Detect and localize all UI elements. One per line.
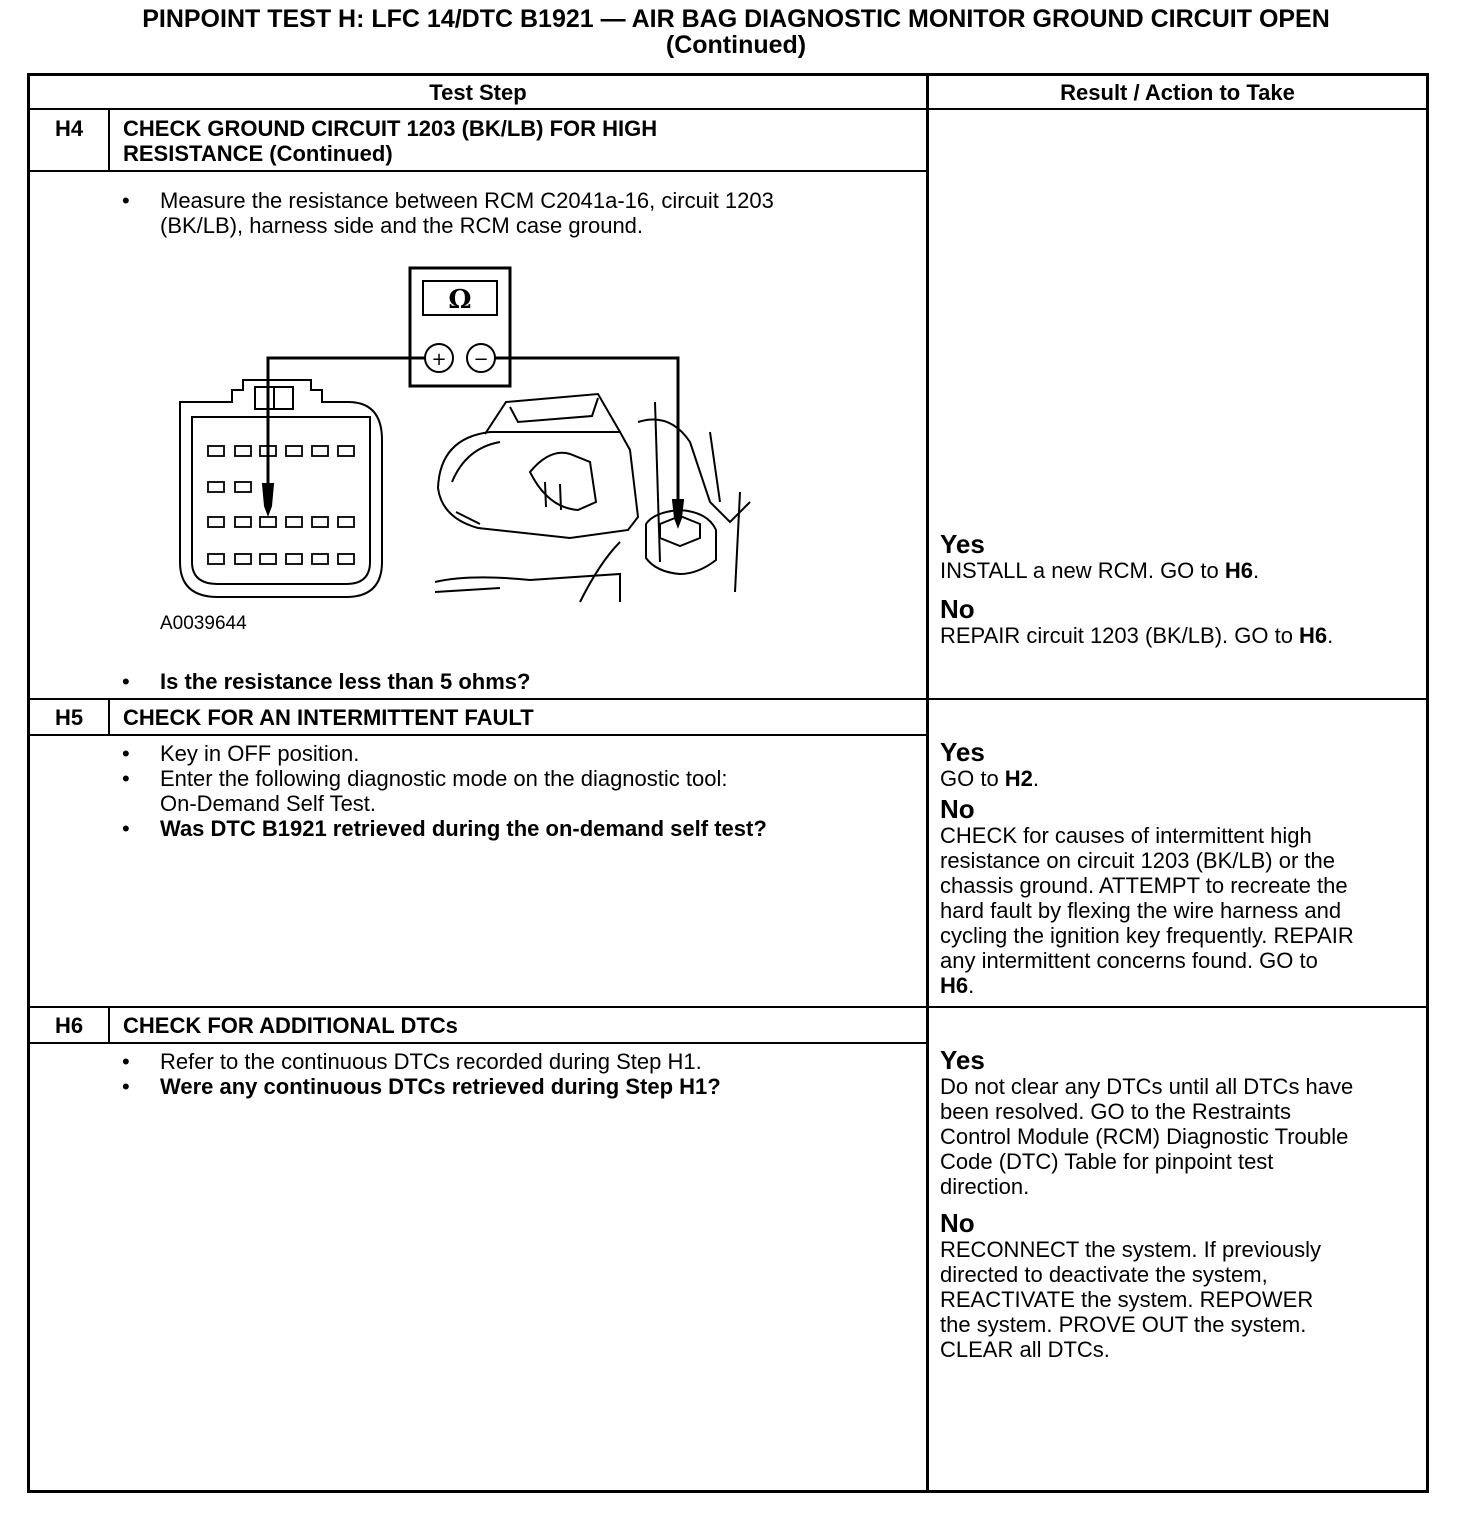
result-yes-label: Yes [940,737,985,767]
page-title-line1: PINPOINT TEST H: LFC 14/DTC B1921 — AIR BAG DIAGNOSTIC MONITOR GROUND CIRCUIT OPEN [142,5,1330,33]
h4-instruction: Measure the resistance between RCM C2041a-16, circuit 1203 (BK/LB), harness side and the RCM case ground. [160,188,774,238]
h6-question: Were any continuous DTCs retrieved during Step H1? [160,1074,721,1099]
bullet-icon: • [122,741,130,766]
minus-terminal-label: − [473,349,489,370]
h5-question: Was DTC B1921 retrieved during the on-demand self test? [160,816,767,841]
result-yes-text: INSTALL a new RCM. GO to H6. [940,558,1260,583]
rcm-ground-measurement-diagram [150,262,770,612]
result-no-label: No [940,594,975,624]
result-yes-text: Do not clear any DTCs until all DTCs have been resolved. GO to the Restraints Control Module (RCM) Diagnostic Trouble Code (DTC) Table for pinpoint test direction. [940,1074,1354,1199]
h5-instruction-1: Key in OFF position. [160,741,360,766]
h5-instruction-2: Enter the following diagnostic mode on the diagnostic tool: On-Demand Self Test. [160,766,728,816]
result-h4 [940,530,1333,648]
step-id-h6: H6 [54,1013,84,1038]
step-id-h4: H4 [54,116,84,141]
step-title-h5: CHECK FOR AN INTERMITTENT FAULT [123,705,534,730]
h4-question: Is the resistance less than 5 ohms? [160,669,531,694]
page-title-line2: (Continued) [665,31,807,59]
step-id-h5: H5 [54,705,84,730]
bullet-icon: • [122,669,130,694]
result-yes-label: Yes [940,529,985,559]
ohm-symbol: Ω [448,285,472,315]
result-h5 [940,738,1354,998]
bullet-icon: • [122,188,130,213]
figure-id-label: A0039644 [160,613,247,634]
bullet-icon: • [122,816,130,841]
bullet-icon: • [122,1049,130,1074]
result-no-text: REPAIR circuit 1203 (BK/LB). GO to H6. [940,623,1334,648]
column-header-test-step: Test Step [429,80,527,105]
result-no-label: No [940,794,975,824]
h6-instruction-1: Refer to the continuous DTCs recorded during Step H1. [160,1049,702,1074]
page-title [0,6,1472,58]
step-title-h6: CHECK FOR ADDITIONAL DTCs [123,1013,458,1038]
bullet-icon: • [122,1074,130,1099]
plus-terminal-label: + [431,349,447,370]
column-header-result: Result / Action to Take [1060,80,1295,105]
result-yes-label: Yes [940,1045,985,1075]
result-no-text: CHECK for causes of intermittent high resistance on circuit 1203 (BK/LB) or the chassis ground. ATTEMPT to recreate the hard fault by flexing the wire harness and cycling the ignition key frequently. REPAIR any intermittent concerns found. GO to H6. [940,823,1354,998]
bullet-icon: • [122,766,130,791]
result-yes-text: GO to H2. [940,766,1040,791]
result-no-text: RECONNECT the system. If previously directed to deactivate the system, REACTIVATE the system. REPOWER the system. PROVE OUT the system. CLEAR all DTCs. [940,1237,1322,1362]
step-title-h4: CHECK GROUND CIRCUIT 1203 (BK/LB) FOR HIGH RESISTANCE (Continued) [123,116,658,166]
result-no-label: No [940,1208,975,1238]
result-h6 [940,1046,1353,1362]
